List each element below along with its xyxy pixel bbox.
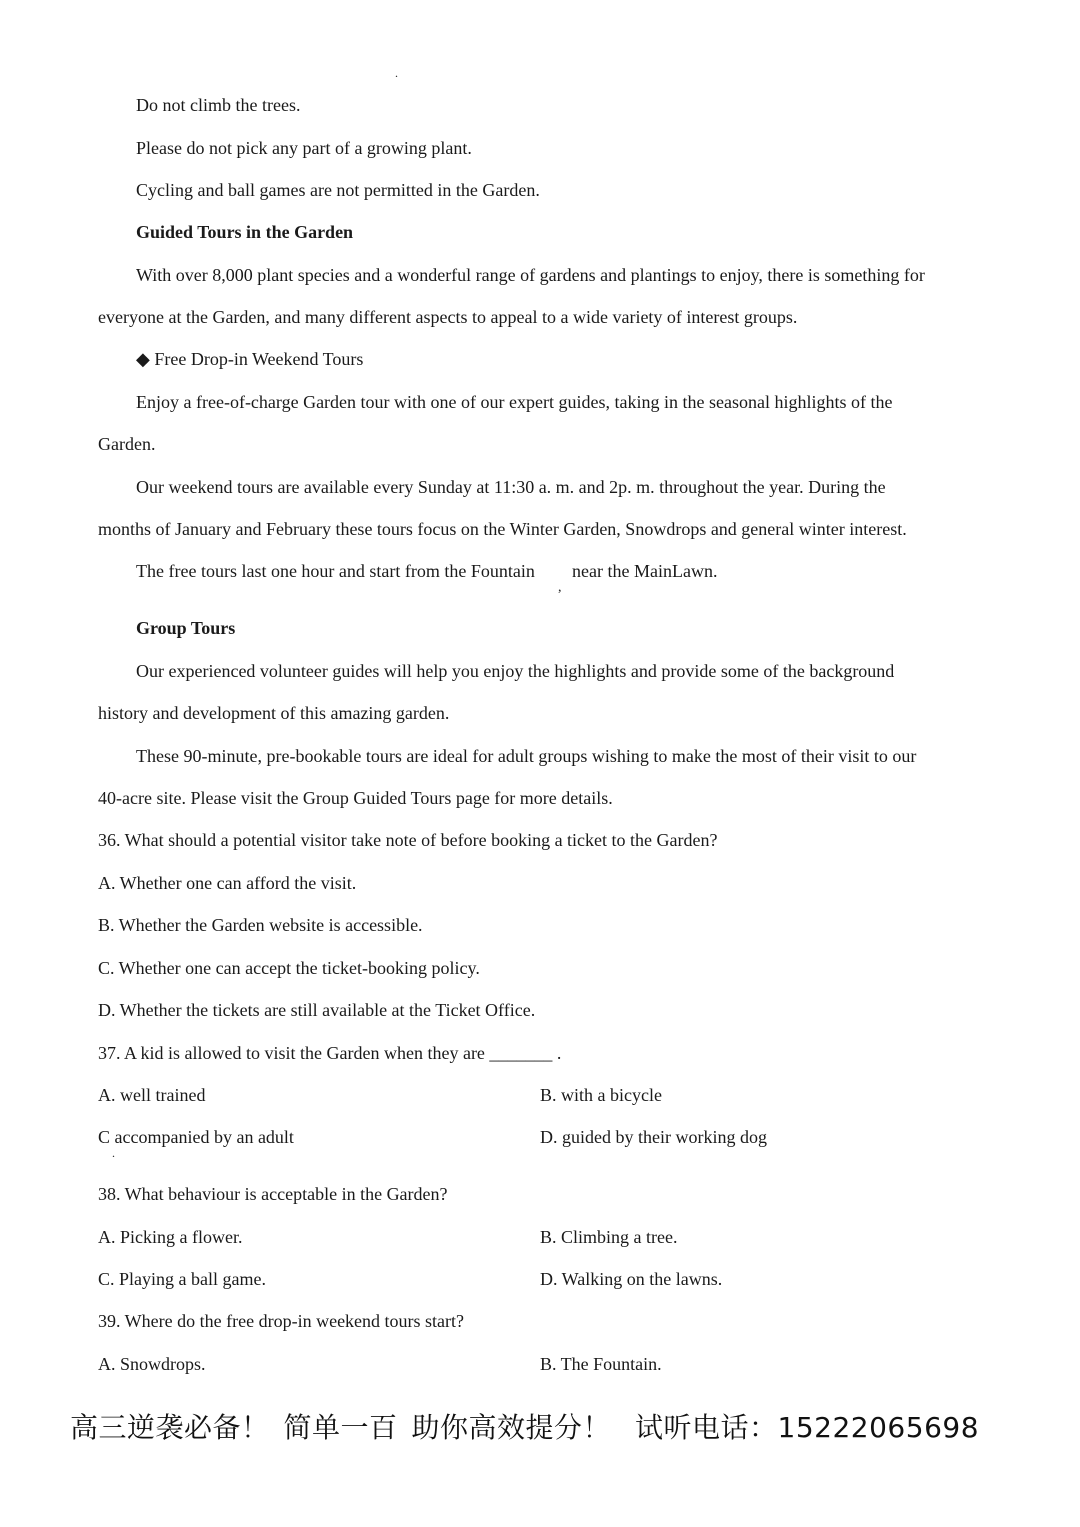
question-36-stem: 36. What should a potential visitor take note of before booking a ticket to the Garden?: [98, 830, 718, 850]
paragraph-line: months of January and February these tours focus on the Winter Garden, Snowdrops and general winter interest.: [98, 519, 907, 539]
question-36-option-d: D. Whether the tickets are still available at the Ticket Office.: [98, 1000, 536, 1020]
question-38-option-d: D. Walking on the lawns.: [540, 1269, 723, 1289]
paragraph-line: 40-acre site. Please visit the Group Guided Tours page for more details.: [98, 788, 613, 808]
footer-brand: 简单一百: [283, 1411, 398, 1444]
paragraph-line: Garden.: [98, 434, 156, 454]
question-37-option-a: A. well trained: [98, 1085, 206, 1105]
stray-comma-mark: ,: [558, 580, 562, 595]
question-38-option-a: A. Picking a flower.: [98, 1227, 243, 1247]
question-37-stem: 37. A kid is allowed to visit the Garden when they are _______ .: [98, 1043, 562, 1063]
question-39-stem: 39. Where do the free drop-in weekend tours start?: [98, 1311, 465, 1331]
rule-line: Do not climb the trees.: [136, 95, 301, 115]
footer-slogan: 高三逆袭必备！: [70, 1411, 270, 1444]
paragraph-line: With over 8,000 plant species and a wonderful range of gardens and plantings to enjoy, there is something for: [136, 265, 925, 285]
promo-footer-banner: [70, 1410, 979, 1446]
section-heading-group-tours: Group Tours: [136, 618, 236, 638]
stray-dot-mark: .: [395, 66, 398, 80]
paragraph-line: near the MainLawn.: [572, 561, 718, 581]
section-heading-guided-tours: Guided Tours in the Garden: [136, 222, 354, 242]
paragraph-line: Enjoy a free-of-charge Garden tour with one of our expert guides, taking in the seasonal highlights of the: [136, 392, 893, 412]
subheading-free-dropin-tours: ◆ Free Drop-in Weekend Tours: [136, 349, 364, 369]
footer-phone: 试听电话：15222065698: [635, 1411, 980, 1444]
rule-line: Please do not pick any part of a growing plant.: [136, 138, 472, 158]
footer-tagline: 助你高效提分！: [411, 1411, 612, 1444]
question-39-option-b: B. The Fountain.: [540, 1354, 662, 1374]
paragraph-line: Our weekend tours are available every Sunday at 11:30 a. m. and 2p. m. throughout the year. During the: [136, 477, 886, 497]
paragraph-line: These 90-minute, pre-bookable tours are ideal for adult groups wishing to make the most of their visit to our: [136, 746, 917, 766]
question-36-option-c: C. Whether one can accept the ticket-booking policy.: [98, 958, 480, 978]
question-39-option-a: A. Snowdrops.: [98, 1354, 206, 1374]
question-38-stem: 38. What behaviour is acceptable in the Garden?: [98, 1184, 448, 1204]
question-37-option-c: C accompanied by an adult: [98, 1127, 294, 1147]
rule-line: Cycling and ball games are not permitted in the Garden.: [136, 180, 540, 200]
paragraph-line: history and development of this amazing garden.: [98, 703, 450, 723]
question-38-option-b: B. Climbing a tree.: [540, 1227, 678, 1247]
stray-dot-mark: .: [112, 1146, 115, 1160]
question-36-option-a: A. Whether one can afford the visit.: [98, 873, 357, 893]
paragraph-line: Our experienced volunteer guides will help you enjoy the highlights and provide some of the background: [136, 661, 895, 681]
question-36-option-b: B. Whether the Garden website is accessible.: [98, 915, 423, 935]
question-38-option-c: C. Playing a ball game.: [98, 1269, 266, 1289]
paragraph-line: The free tours last one hour and start from the Fountain: [136, 561, 535, 581]
question-37-option-d: D. guided by their working dog: [540, 1127, 767, 1147]
paragraph-line: everyone at the Garden, and many different aspects to appeal to a wide variety of interest groups.: [98, 307, 798, 327]
question-37-option-b: B. with a bicycle: [540, 1085, 662, 1105]
